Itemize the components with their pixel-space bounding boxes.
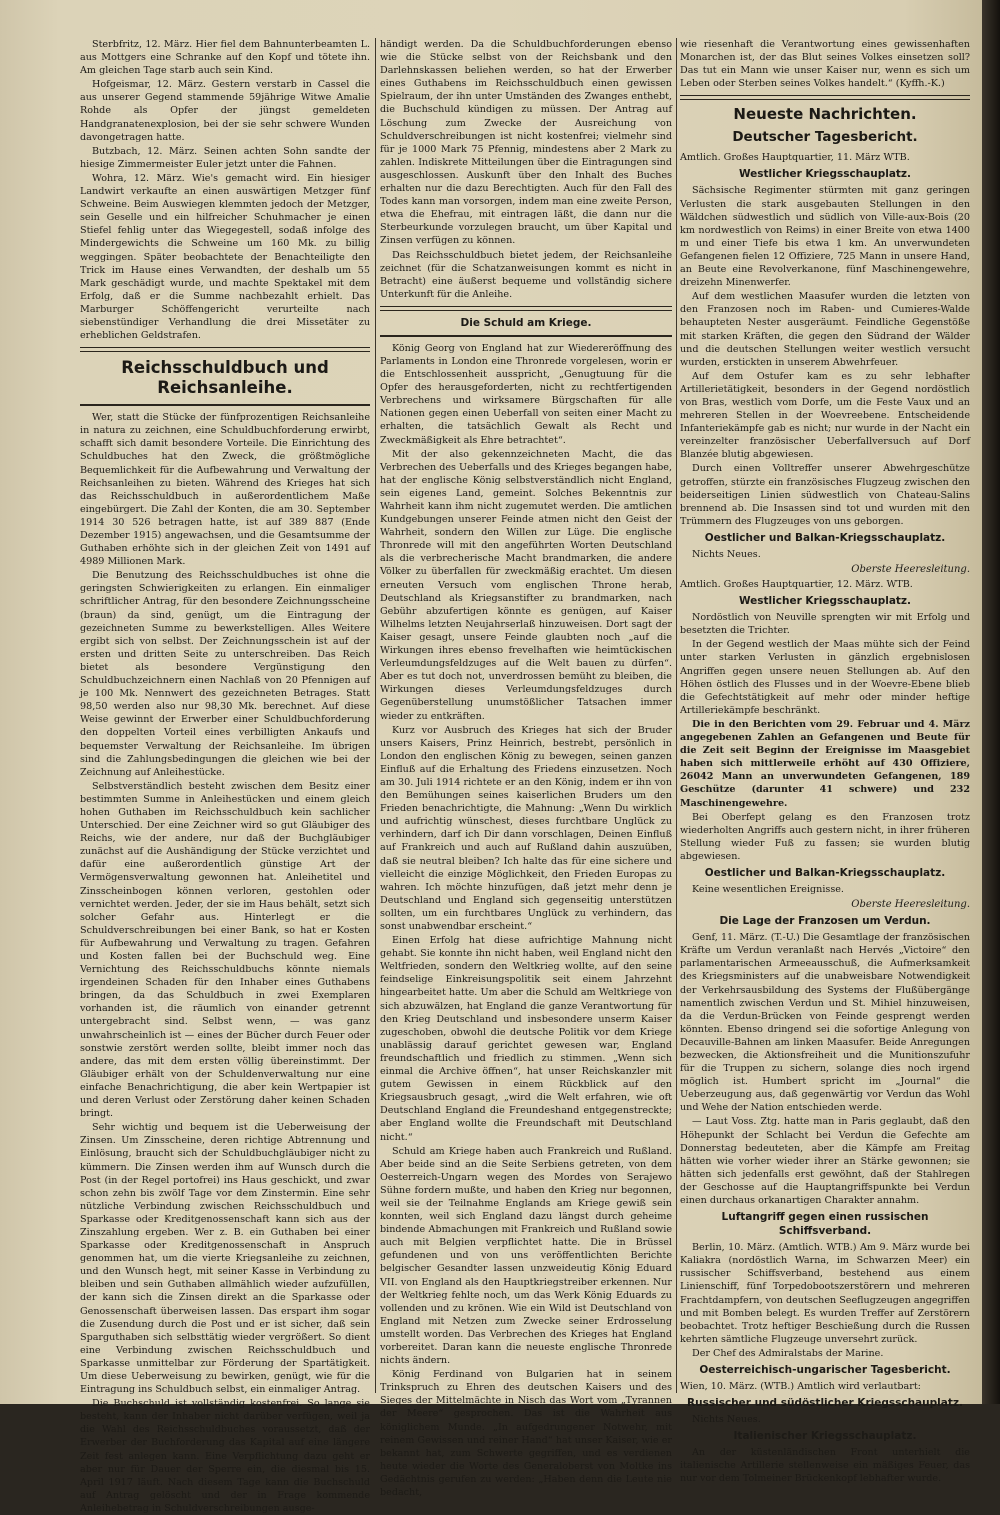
- article-paragraph: Schuld am Kriege haben auch Frankreich und Rußland. Aber beide sind an die Seite Serbiens getreten, von dem Oesterreich-Ungarn wegen des Mordes von Serajewo Sühne fordern mußte, und haben den Krieg nur begonnen, weil sie der Teilnahme Englands am Kriege gewiß sein konnten, weil sich England dazu längst durch geheime bindende Abmachungen mit Frankreich und Rußland sowie auch mit Belgien verpflichtet hatte. Die in Brüssel gefundenen und von uns veröffentlichten Berichte belgischer Gesandter lassen unzweideutig König Eduard VII. von England als den Hauptkriegstreiber erkennen. Nur der Weltkrieg fehlte noch, um das Werk König Eduards zu vollenden und zu krönen. Wie ein Wild ist Deutschland von England mit Netzen zum Zwecke seiner Erdrosselung umstellt worden. Das Verbrechen des Krieges hat England vorbereitet. Daran kann die neueste englische Thronrede nichts ändern.: [380, 1145, 672, 1367]
- report-paragraph: Auf dem Ostufer kam es zu sehr lebhafter Artillerietätigkeit, besonders in der Gegend nordöstlich von Bras, westlich vom Dorfe, um die Feste Vaux und an mehreren Stellen in der Woevreebene. Entscheidende Infanteriekämpfe gab es nicht; nur wurde in der Nacht ein vereinzelter französischer Ueberfallversuch auf Dorf Blanzée blutig abgewiesen.: [680, 370, 970, 461]
- article-paragraph: Wer, statt die Stücke der fünfprozentigen Reichsanleihe in natura zu zeichnen, eine Schuldbuchforderung erwirbt, schafft sich damit besondere Vorteile. Die Einrichtung des Schuldbuches hat den Zweck, die größtmögliche Bequemlichkeit für die Aufbewahrung und Verwaltung der Reichsanleihen zu bieten. Während des Krieges hat sich das Reichsschuldbuch in außerordentlichem Maße eingebürgert. Die Zahl der Konten, die am 30. September 1914 30 526 betragen hatte, ist auf 389 887 (Ende Dezember 1915) angewachsen, und die Gesamtsumme der Guthaben erhöhte sich in der gleichen Zeit von 1491 auf 4989 Millionen Mark.: [80, 412, 370, 568]
- section-subhead: Westlicher Kriegsschauplatz.: [738, 595, 912, 608]
- article-paragraph: König Ferdinand von Bulgarien hat in seinem Trinkspruch zu Ehren des deutschen Kaisers und des Sieges der Mittelmächte in Nisch das Wort vom „Tyrannen der Meere“ gesprochen. Das ist die Wahrheit aus königlichem Munde. „In aufgedrungener Notwehr, mit reinem Gewissen und reiner Hand“ hat unser Kaiser, wie er bekannt hat, zum Schwerte gegriffen, und es verdienen heute wieder die Worte des Generaloberst von Moltke ins Gedächtnis gerufen zu werden: „Haben denn die Leute nie bedacht,: [380, 1369, 672, 1499]
- section-divider: [680, 95, 970, 100]
- column-1: [80, 38, 370, 1514]
- section-divider: [80, 347, 370, 352]
- report-paragraph: Nordöstlich von Neuville sprengten wir mit Erfolg und besetzten die Trichter.: [680, 612, 970, 637]
- article-heading-schuld-am-kriege: Die Schuld am Kriege.: [460, 316, 592, 329]
- report-paragraph: Sächsische Regimenter stürmten mit ganz geringen Verlusten die stark ausgebauten Stellungen in den Wäldchen südwestlich und südlich von Ville-aux-Bois (20 km nordwestlich von Reims) in einer Breite von etwa 1400 m und einer Tiefe bis etwa 1 km. An unverwundeten Gefangenen fielen 12 Offiziere, 725 Mann in unsere Hand, an Beute eine Revolverkanone, fünf Maschinengewehre, dreizehn Minenwerfer.: [680, 185, 970, 289]
- war-report-sections: [680, 151, 970, 1485]
- report-dateline: Amtlich. Großes Hauptquartier, 12. März. WTB.: [680, 579, 913, 591]
- section-subhead: Westlicher Kriegsschauplatz.: [738, 168, 912, 181]
- local-note-butzbach: Butzbach, 12. März. Seinen achten Sohn sandte der hiesige Zimmermeister Euler jetzt unter die Fahnen.: [80, 145, 370, 170]
- article-paragraph: Kurz vor Ausbruch des Krieges hat sich der Bruder unsers Kaisers, Prinz Heinrich, bestrebt, persönlich in London den englischen König zu bewegen, seinen ganzen Einfluß auf die Erhaltung des Friedens einzusetzen. Noch am 30. Juli 1914 richtete er an den König, indem er ihn von den Bemühungen seines kaiserlichen Bruders um den Frieden benachrichtigte, die Mahnung: „Wenn Du wirklich und aufrichtig wünschest, dieses furchtbare Unglück zu verhindern, darf ich Dir dann vorschlagen, Deinen Einfluß auf Frankreich und auch auf Rußland dahin auszuüben, daß sie neutral bleiben? Ich halte das für eine sichere und vielleicht die einzige Möglichkeit, den Frieden Europas zu wahren. Ich möchte hinzufügen, daß jetzt mehr denn je Deutschland und England sich gegenseitig unterstützen sollten, um ein furchtbares Unglück zu verhindern, das sonst unabwendbar erscheint.“: [380, 724, 672, 932]
- column-rule: [375, 38, 376, 1393]
- article-paragraph: Die Benutzung des Reichsschuldbuches ist ohne die geringsten Schwierigkeiten zu erlangen. Ein einmaliger schriftlicher Antrag, für den besondere Zeichnungsscheine (braun) da sind, genügt, um die Eintragung der gezeichneten Summe zu bewerkstelligen. Alles Weitere ergibt sich von selbst. Der Zeichnungsschein ist auf der ersten und dritten Seite zu unterschreiben. Das Reich bietet als besondere Vergünstigung den Schuldbuchzeichnern einen Nachlaß von 20 Pfennigen auf je 100 Mk. Nennwert des gezeichneten Betrages. Statt 98,50 werden also nur 98,30 Mk. berechnet. Auf diese Weise gewinnt der Erwerber einer Schuldbuchforderung den doppelten Vorteil eines verbilligten Ankaufs und bequemster Verwaltung der Reichsanleihe. Im übrigen sind die Zahlungsbedingungen die gleichen wie bei der Zeichnung auf Anleihestücke.: [80, 570, 370, 778]
- report-paragraph: Genf, 11. März. (T.-U.) Die Gesamtlage der französischen Kräfte um Verdun veranlaßt nach Hervés „Victoire“ den parlamentarischen Armeeausschuß, die Aufmerksamkeit des Kriegsministers auf die unabweisbare Notwendigkeit der Verkehrsausbildung des Systems der Flußübergänge namentlich zwischen Verdun und St. Mihiel hinzuweisen, da die Verdun-Brücken von Feinde gesprengt werden könnten. Ebenso dringend sei die sofortige Anlegung von Decauville-Bahnen am linken Maasufer. Beide Anregungen bezwecken, die Aktionsfreiheit und die Munitionszufuhr für die Truppen zu sichern, solange dies noch irgend möglich ist. Humbert spricht im „Journal“ die Ueberzeugung aus, daß gegenwärtig vor Verdun das Wohl und Wehe der Nation entschieden werde.: [680, 932, 970, 1114]
- report-title: Deutscher Tagesbericht.: [732, 129, 918, 146]
- heading-rule: [80, 404, 370, 406]
- report-signature: Oberste Heeresleitung.: [851, 564, 970, 575]
- report-paragraph: In der Gegend westlich der Maas mühte sich der Feind unter starken Verlusten in gänzlich ergebnislosen Angriffen gegen unsere neuen Stellungen ab. Auf den Höhen östlich des Flusses und in der Woevre-Ebene blieb die Gefechtstätigkeit auf mehr oder minder heftige Artilleriekämpfe beschränkt.: [680, 639, 970, 716]
- section-subhead: Russischer und südöstlicher Kriegsschauplatz.: [687, 1397, 963, 1410]
- article-paragraph: Sehr wichtig und bequem ist die Ueberweisung der Zinsen. Um Zinsscheine, deren richtige Abtrennung und Einlösung, braucht sich der Schuldbuchgläubiger nicht zu kümmern. Die Zinsen werden ihm auf Wunsch durch die Post (in der Regel portofrei) ins Haus geschickt, und zwar schon zehn bis zwölf Tage vor dem Zinstermin. Eine sehr nützliche Verbindung zwischen Reichsschuldbuch und Sparkasse oder Kreditgenossenschaft kann sich aus der Zinszahlung ergeben. Wer z. B. ein Guthaben bei einer Sparkasse oder Kreditgenossenschaft in Anspruch genommen hat, um die vierte Kriegsanleihe zu zeichnen, und den Wunsch hegt, mit seiner Kasse in Verbindung zu bleiben und sein Guthaben allmählich wieder aufzufüllen, der kann sich die Zinsen direkt an die Sparkasse oder Genossenschaft überweisen lassen. Das erspart ihm sogar die Zusendung durch die Post und er ist sicher, daß sein Sparguthaben sich selbsttätig wieder vergrößert. So dient eine Verbindung zwischen Reichsschuldbuch und Sparkasse unmittelbar zur Förderung der Spartätigkeit. Um diese Ueberweisung zu bewirken, genügt, wie für die Eintragung ins Schuldbuch selbst, ein einmaliger Antrag.: [80, 1122, 370, 1396]
- page-edge: [982, 0, 1000, 1404]
- report-line: Keine wesentlichen Ereignisse.: [692, 883, 844, 895]
- report-paragraph: Berlin, 10. März. (Amtlich. WTB.) Am 9. März wurde bei Kaliakra (nordöstlich Warna, im Schwarzen Meer) ein russischer Schiffsverband, bestehend aus einem Linienschiff, fünf Torpedobootszerstörern und mehreren Frachtdampfern, von deutschen Seeflugzeugen angegriffen und mit Bomben belegt. Es wurden Treffer auf Zerstörern beobachtet. Trotz heftiger Beschießung durch die Russen kehrten sämtliche Flugzeuge unversehrt zurück.: [680, 1242, 971, 1345]
- local-note-wohra: Wohra, 12. März. Wie's gemacht wird. Ein hiesiger Landwirt verkaufte an einen auswärtigen Metzger fünf Schweine. Beim Auswiegen klemmten jedoch der Metzger, sein Geselle und ein hilfreicher Schuhmacher je einen Stiefel fehlig unter das Wiegegestell, sodaß infolge des Mindergewichts die Schweine um 160 Mk. zu billig weggingen. Später beobachtete der Benachteiligte den Trick im Hause eines Verwandten, der deshalb um 55 Mark geschädigt wurde, und machte Spektakel mit dem Erfolg, daß er die Summe nachbezahlt erhielt. Das Marburger Schöffengericht verurteilte nach siebenstündiger Verhandlung die drei Missetäter zu erheblichen Geldstrafen.: [80, 172, 370, 342]
- report-dateline: Amtlich. Großes Hauptquartier, 11. März WTB.: [680, 152, 910, 164]
- section-subhead: Oesterreichisch-ungarischer Tagesbericht.: [699, 1363, 951, 1376]
- article-paragraph: Das Reichsschuldbuch bietet jedem, der Reichsanleihe zeichnet (für die Schatzanweisungen kommt es nicht in Betracht) eine äußerst bequeme und vollständig sichere Unterkunft für die Anleihe.: [380, 249, 672, 300]
- news-heading: Neueste Nachrichten.: [733, 105, 917, 124]
- report-line: Der Chef des Admiralstabs der Marine.: [692, 1347, 884, 1359]
- column-rule: [676, 38, 677, 1393]
- section-subhead: Die Lage der Franzosen um Verdun.: [719, 915, 931, 928]
- local-note-hofgeismar: Hofgeismar, 12. März. Gestern verstarb in Cassel die aus unserer Gegend stammende 59jährige Witwe Amalie Rohde als Opfer der jüngst gemeldeten Handgranatenexplosion, bei der sie sehr schwere Wunden davongetragen hatte.: [80, 79, 370, 143]
- article-paragraph: Mit der also gekennzeichneten Macht, die das Verbrechen des Ueberfalls und des Krieges begangen habe, hat der englische König selbstverständlich nicht England, sein eigenes Land, gemeint. Solches Bekenntnis zur Wahrheit kann ihm nicht zugemutet werden. Die amtlichen Kundgebungen unserer Feinde atmen nicht den Geist der Wahrheit, sondern den Willen zur Lüge. Die englische Thronrede will mit den angeführten Worten Deutschland als die verbrecherische Macht brandmarken, die andere Völker zu überfallen für zweckmäßig erachtet. Um diesen erneuten Versuch vom englischen Throne herab, Deutschland als Kriegsanstifter zu brandmarken, nach Gebühr abzufertigen könnte es genügen, auf Kaiser Wilhelms letzten Neujahrserlaß hinzuweisen. Dort sagt der Kaiser gesagt, unsere Feinde glaubten noch „auf die Wirkungen ihres ebenso frevelhaften wie heimtückischen Verleumdungsfeldzuges auf die Welt bauen zu dürfen“. Aber es tut doch not, unverdrossen bemüht zu bleiben, die Wirkungen dieses Verleumdungsfeldzuges durch Gegenüberstellung unumstößlicher Tatsachen immer wieder zu entkräften.: [380, 448, 672, 722]
- report-line: Nichts Neues.: [692, 1414, 761, 1426]
- section-subhead: Oestlicher und Balkan-Kriegsschauplatz.: [704, 531, 946, 544]
- report-paragraph: Durch einen Volltreffer unserer Abwehrgeschütze getroffen, stürzte ein französisches Flugzeug zwischen den beiderseitigen Linien südwestlich von Chateau-Salins brennend ab. Die Insassen sind tot und wurden mit den Trümmern des Flugzeuges von uns geborgen.: [680, 463, 970, 527]
- section-divider: [380, 306, 672, 311]
- section-subhead: Oestlicher und Balkan-Kriegsschauplatz.: [704, 866, 946, 879]
- report-dateline: Wien, 10. März. (WTB.) Amtlich wird verlautbart:: [680, 1380, 921, 1392]
- article-heading-reichsschuldbuch: Reichsschuldbuch und Reichsanleihe.: [121, 358, 329, 398]
- article-paragraph: Die Buchschuld ist vollständig kostenfrei. So lange sie besteht, kann der Inhaber nicht darüber verfügen, weil ja die Wahl des Reichsschuldbuches voraussetzt, daß der Erwerber der Buchforderung das Kapital auf eine längere Zeit fest anlegen kann. Eine Verpflichtung dazu geht er aber nur für Dauer der Sperre ein, die diesmal bis 15. April 1917 läuft. Nach diesem Tage kann die Buchschuld auf Antrag gelöscht und der in Frage kommende Anleihebetrag in Schuldverschreibungen ausge-: [80, 1398, 370, 1514]
- article-paragraph: Einen Erfolg hat diese aufrichtige Mahnung nicht gehabt. Sie konnte ihn nicht haben, weil England nicht den Weltfrieden, sondern den Weltkrieg wollte, auf den seine feindselige Einkreisungspolitik seit einem Jahrzehnt hingearbeitet hatte. Um aber die Schuld am Weltkriege von sich abzuwälzen, hat England die ganze Verantwortung für den Krieg Deutschland und insbesondere unserm Kaiser zugeschoben, obwohl die deutsche Politik vor dem Kriege unablässig darauf gerichtet gewesen war, England freundschaftlich und friedlich zu stimmen. „Wenn sich einmal die Archive öffnen“, hat unser Reichskanzler mit gutem Gewissen in einem Rückblick auf den Kriegsausbruch gesagt, „wird die Welt erfahren, wie oft Deutschland England die Freundeshand entgegenstreckte; aber England wollte die Freundschaft mit Deutschland nicht.“: [380, 935, 672, 1143]
- column-2: [380, 38, 672, 1499]
- report-bold-paragraph: Die in den Berichten vom 29. Februar und 4. März angegebenen Zahlen an Gefangenen und Beute für die Zeit seit Beginn der Ereignisse im Maasgebiet haben sich mittlerweile erhöht auf 430 Offiziere, 26042 Mann an unverwundeten Gefangenen, 189 Geschütze (darunter 41 schwere) und 232 Maschinengewehre.: [680, 718, 970, 809]
- report-paragraph: — Laut Voss. Ztg. hatte man in Paris geglaubt, daß den Höhepunkt der Schlacht bei Verdun die Gefechte am Donnerstag bedeuteten, aber die Kämpfe am Freitag hätten wie vorher wieder ihrer an Stärke gewonnen; sie hätten sich jedenfalls erst gewöhnt, daß der Stahlregen der Geschosse auf die Hauptangriffspunkte bei Verdun einen durchaus orkanartigen Charakter annahm.: [680, 1116, 970, 1207]
- article-paragraph: König Georg von England hat zur Wiedereröffnung des Parlaments in London eine Thronrede vorgelesen, worin er die Entschlossenheit ausspricht, „Genugtuung für die Opfer des herausgeforderten, nicht zu rechtfertigenden Verbrechens und wirksamere Bürgschaften für alle Nationen gegen einen Ueberfall von seiten einer Macht zu erhalten, die tatsächlich Gewalt als Recht und Zweckmäßigkeit als Ehre betrachtet“.: [380, 342, 672, 446]
- report-signature: Oberste Heeresleitung.: [851, 899, 970, 911]
- column-3: [680, 38, 971, 1485]
- article-continuation: wie riesenhaft die Verantwortung eines gewissenhaften Monarchen ist, der das Blut seines Volkes einsetzen soll? Das tut ein Mann wie unser Kaiser nur, wenn es sich um Leben oder Sterben seines Volkes handelt.“ (Kyffh.-K.): [680, 39, 970, 90]
- heading-rule: [380, 335, 672, 337]
- section-subhead: Luftangriff gegen einen russischen Schiffsverband.: [721, 1211, 929, 1238]
- section-subhead: Italienischer Kriegsschauplatz.: [733, 1430, 917, 1443]
- local-note-sterbfritz: Sterbfritz, 12. März. Hier fiel dem Bahnunterbeamten L. aus Mottgers eine Schranke auf den Kopf und tötete ihn. Am gleichen Tage starb auch sein Kind.: [80, 39, 370, 77]
- article-paragraph: Selbstverständlich besteht zwischen dem Besitz einer bestimmten Summe in Anleihestücken und einem gleich hohen Guthaben im Reichsschuldbuch kein sachlicher Unterschied. Der eine Zeichner wird so gut Gläubiger des Reichs, wie der andere, nur daß der Buchgläubiger zunächst auf die Aushändigung der Stücke verzichtet und dafür eine außerordentlich günstige Art der Vermögensverwaltung gewonnen hat. Anleihetitel und Zinsscheinbogen können verloren, gestohlen oder vernichtet werden. Jeder, der sie im Haus behält, setzt sich solcher Gefahr aus. Hinterlegt er die Schuldverschreibungen bei einer Bank, so hat er Kosten für Aufbewahrung und Verwaltung zu tragen. Gefahren und Kosten fallen bei der Buchschuld weg. Eine Vernichtung des Reichsschuldbuchs könnte niemals irgendeinen Schaden für den Inhaber eines Guthabens bringen, da das Schuldbuch in zwei Exemplaren vorhanden ist, die räumlich von einander getrennt untergebracht sind. Selbst wenn, — was ganz unwahrscheinlich ist — eines der Bücher durch Feuer oder sonstwie zerstört werden sollte, bleibt immer noch das andere, das mit dem ersten völlig übereinstimmt. Der Gläubiger erhält von der Schuldenverwaltung nur eine einfache Benachrichtigung, die aber kein Wertpapier ist und deren Verlust oder Zerstörung daher keinen Schaden bringt.: [80, 780, 370, 1120]
- report-paragraph: Auf dem westlichen Maasufer wurden die letzten von den Franzosen noch im Raben- und Cumieres-Walde behaupteten Nester ausgeräumt. Feindliche Gegenstöße mit starken Kräften, die gegen den Südrand der Wälder und die deutschen Stellungen weiter westlich versucht wurden, erstickten in unserem Abwehrfeuer.: [680, 291, 970, 368]
- report-paragraph: Bei Oberfept gelang es den Franzosen trotz wiederholten Angriffs auch gestern nicht, in ihrer früheren Stellung wieder Fuß zu fassen; sie wurden blutig abgewiesen.: [680, 811, 970, 862]
- report-line: Nichts Neues.: [692, 548, 761, 560]
- article-continuation: händigt werden. Da die Schuldbuchforderungen ebenso wie die Stücke selbst von der Reichsbank und den Darlehnskassen beliehen werden, so hat der Erwerber eines Guthabens im Reichsschuldbuch einen gewissen Spielraum, der ihn unter Umständen des Zwanges enthebt, die Buchschuld kündigen zu müssen. Der Antrag auf Löschung zum Zwecke der Ausreichung von Schuldverschreibungen ist nicht kostenfrei; vielmehr sind für je 1000 Mark 75 Pfennig, mindestens aber 2 Mark zu zahlen. Indiskrete Mitteilungen über die Eintragungen sind ausgeschlossen. Auskunft über den Inhalt des Buches erhalten nur die dazu Berechtigten. Auch für den Fall des Todes kann man vorsorgen, indem man eine zweite Person, etwa die Ehefrau, mit eintragen läßt, die dann nur die Sterbeurkunde vorzulegen braucht, um über Kapital und Zinsen verfügen zu können.: [380, 39, 672, 247]
- report-paragraph: An der küstenländischen Front unterhielt die italienische Artillerie stellenweise ein mäßiges Feuer, das nur vor dem Tolmeiner Brückenkopf lebhafter wurde.: [680, 1447, 970, 1485]
